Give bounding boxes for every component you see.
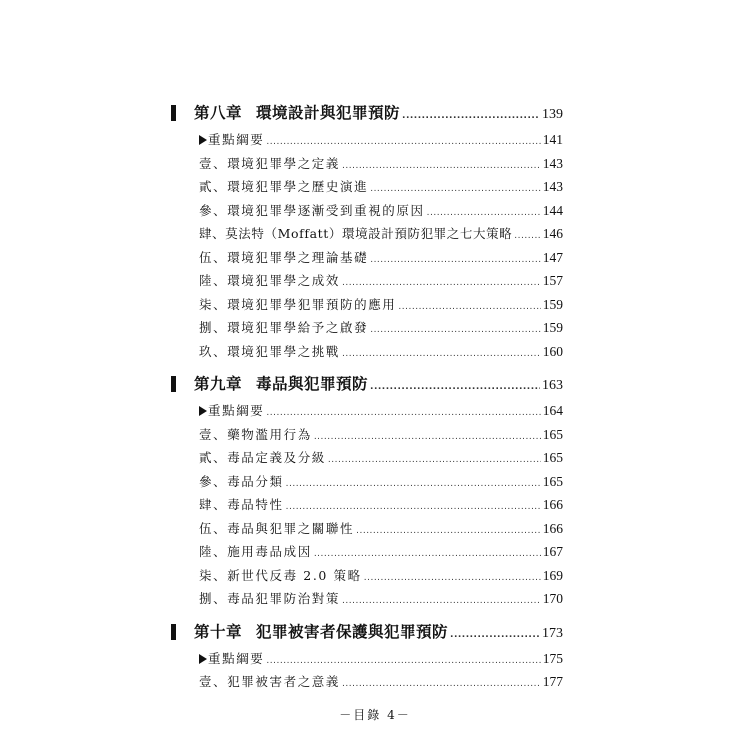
- dot-leader: [398, 296, 540, 320]
- dot-leader: [402, 101, 540, 131]
- entry-label: 肆、莫法特（Moffatt）環境設計預防犯罪之七大策略: [199, 226, 513, 241]
- chapter-marker-bar: [171, 624, 176, 640]
- toc-entry: [171, 175, 563, 199]
- toc-entry: [171, 399, 563, 423]
- entry-page-number: 165: [542, 473, 563, 489]
- chapter-page-number: 139: [542, 107, 563, 122]
- chapter-number: 第八章: [194, 103, 243, 122]
- dot-leader: [356, 520, 541, 544]
- entry-label: 重點綱要: [208, 650, 265, 666]
- toc-entry: [171, 128, 563, 152]
- entry-page-number: 141: [542, 132, 563, 147]
- dot-leader: [342, 590, 541, 614]
- chapter-heading: [171, 369, 563, 399]
- dot-leader: [514, 225, 540, 249]
- dot-leader: [342, 673, 541, 697]
- entry-label: 陸、施用毒品成因: [199, 544, 312, 559]
- entry-page-number: 165: [542, 450, 563, 465]
- toc-entry: [171, 540, 563, 564]
- page-footer: －目錄 4－: [339, 708, 411, 722]
- toc-entry: [171, 340, 563, 364]
- chapter-marker-bar: [171, 105, 176, 121]
- entry-page-number: 147: [542, 249, 563, 265]
- dot-leader: [370, 372, 540, 402]
- entry-label: 肆、毒品特性: [199, 497, 284, 512]
- toc-entry: [171, 470, 563, 494]
- entry-label: 捌、毒品犯罪防治對策: [199, 591, 341, 606]
- toc-entry: [171, 222, 563, 246]
- toc-entry: [171, 423, 563, 447]
- chapter-title: 環境設計與犯罪預防: [256, 103, 401, 122]
- toc-entry: [171, 670, 563, 694]
- entry-page-number: 165: [542, 426, 563, 442]
- entry-page-number: 164: [542, 403, 563, 418]
- toc-entry: [171, 316, 563, 340]
- toc-entry: [171, 564, 563, 588]
- chapter-heading: [171, 98, 563, 128]
- entry-label: 捌、環境犯罪學給予之啟發: [199, 320, 369, 335]
- chapter-page-number: 173: [542, 625, 563, 641]
- dot-leader: [450, 620, 540, 650]
- entry-page-number: 166: [542, 497, 563, 512]
- entry-label: 玖、環境犯罪學之挑戰: [199, 343, 341, 359]
- toc-entry: [171, 587, 563, 611]
- entry-label: 壹、藥物濫用行為: [199, 426, 312, 442]
- dot-leader: [342, 155, 541, 179]
- entry-label: 參、毒品分類: [199, 473, 284, 489]
- entry-page-number: 167: [542, 544, 563, 559]
- toc-entry: [171, 517, 563, 541]
- toc-entry: [171, 446, 563, 470]
- entry-label: 參、環境犯罪學逐漸受到重視的原因: [199, 202, 425, 218]
- entry-label: 伍、毒品與犯罪之關聯性: [199, 520, 355, 536]
- entry-label: 壹、環境犯罪學之定義: [199, 155, 341, 171]
- entry-page-number: 160: [542, 343, 563, 359]
- entry-label: 伍、環境犯罪學之理論基礎: [199, 249, 369, 265]
- toc-entry: [171, 269, 563, 293]
- entry-page-number: 159: [542, 320, 563, 335]
- toc-entry: [171, 152, 563, 176]
- toc-entry: [171, 493, 563, 517]
- entry-page-number: 166: [542, 520, 563, 536]
- entry-label: 重點綱要: [208, 403, 265, 418]
- chapter-title: 毒品與犯罪預防: [256, 374, 369, 393]
- toc-entry: [171, 647, 563, 671]
- dot-leader: [370, 249, 541, 273]
- entry-label: 壹、犯罪被害者之意義: [199, 674, 341, 689]
- entry-label: 貳、環境犯罪學之歷史演進: [199, 179, 369, 194]
- entry-page-number: 144: [542, 202, 563, 218]
- entry-label: 重點綱要: [208, 132, 265, 147]
- dot-leader: [286, 473, 541, 497]
- entry-page-number: 169: [542, 567, 563, 583]
- entry-page-number: 143: [542, 179, 563, 194]
- entry-label: 柒、新世代反毒 2.0 策略: [199, 567, 362, 583]
- entry-label: 柒、環境犯罪學犯罪預防的應用: [199, 296, 397, 312]
- entry-page-number: 177: [542, 674, 563, 689]
- chapter-heading: [171, 617, 563, 647]
- chapter-number: 第九章: [194, 374, 243, 393]
- entry-label: 陸、環境犯罪學之成效: [199, 273, 341, 288]
- arrow-icon: [199, 654, 207, 664]
- entry-page-number: 143: [542, 155, 563, 171]
- entry-page-number: 159: [542, 296, 563, 312]
- dot-leader: [342, 343, 541, 367]
- chapter-title: 犯罪被害者保護與犯罪預防: [256, 621, 449, 641]
- entry-page-number: 157: [542, 273, 563, 288]
- dot-leader: [364, 567, 541, 591]
- toc-entry: [171, 246, 563, 270]
- toc-entry: [171, 293, 563, 317]
- dot-leader: [370, 319, 541, 343]
- arrow-icon: [199, 406, 207, 416]
- entry-label: 貳、毒品定義及分級: [199, 450, 326, 465]
- chapter-page-number: 163: [542, 378, 563, 393]
- entry-page-number: 175: [542, 650, 563, 666]
- chapter-number: 第十章: [194, 621, 243, 641]
- entry-page-number: 170: [542, 591, 563, 606]
- entry-page-number: 146: [542, 226, 563, 241]
- toc-entry: [171, 199, 563, 223]
- arrow-icon: [199, 135, 207, 145]
- dot-leader: [328, 449, 541, 473]
- chapter-marker-bar: [171, 376, 176, 392]
- table-of-contents: [171, 98, 563, 694]
- dot-leader: [314, 426, 541, 450]
